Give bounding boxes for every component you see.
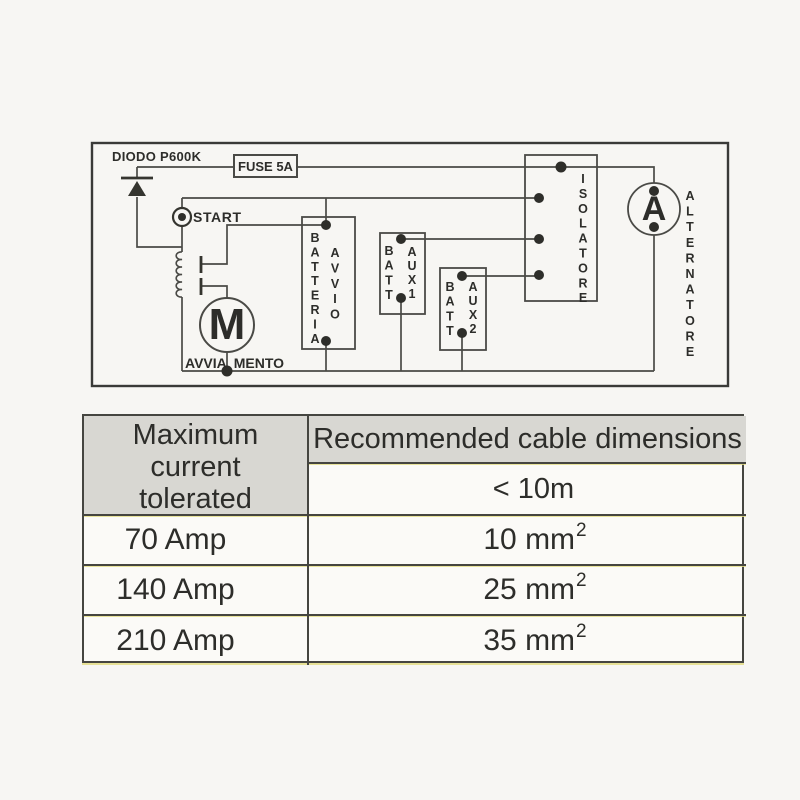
table-row-current: 140 Amp [84,566,307,616]
battery-aux1-type: AUX1 [405,245,419,301]
diode-label: DIODO P600K [112,149,202,164]
battery-main-type: AVVIO [328,246,342,323]
battery-aux1-name: BATT [382,244,396,303]
start-terminal-dot [178,213,186,221]
table-row-cable: 25 mm $^2$ [307,566,746,616]
table-row-current: 210 Amp [116,623,235,657]
motor-caption-part2: MENTO [233,355,285,371]
table-row-cable: 35 mm $^2$ [307,616,746,665]
battery-aux2-type: AUX2 [466,280,480,336]
motor-caption-part1: AVVIA [185,355,227,371]
battery-main-name: BATTERIA [308,231,322,347]
cable-value: 25 mm [483,573,576,606]
cable-column-header: Recommended cable dimensions [307,416,746,464]
motor-caption [185,355,284,371]
cable-value: 10 mm [483,523,576,556]
current-column-header: Maximum current tolerated [84,416,307,516]
isolator-label: ISOLATORE [576,172,590,307]
distance-subheader: < 10m [307,464,746,516]
table-row-cable: 10 mm $^2$ [307,516,746,566]
cable-value: 35 mm [483,623,576,657]
ammeter-letter: A [641,189,667,228]
cable-dimensions-table [82,414,744,663]
start-label: START [193,209,242,225]
table-row-current: 70 Amp [84,516,307,566]
fuse-label: FUSE 5A [238,158,293,174]
battery-aux2-name: BATT [443,280,457,339]
alternator-label: ALTERNATORE [683,189,697,361]
motor-letter: M [208,300,246,349]
